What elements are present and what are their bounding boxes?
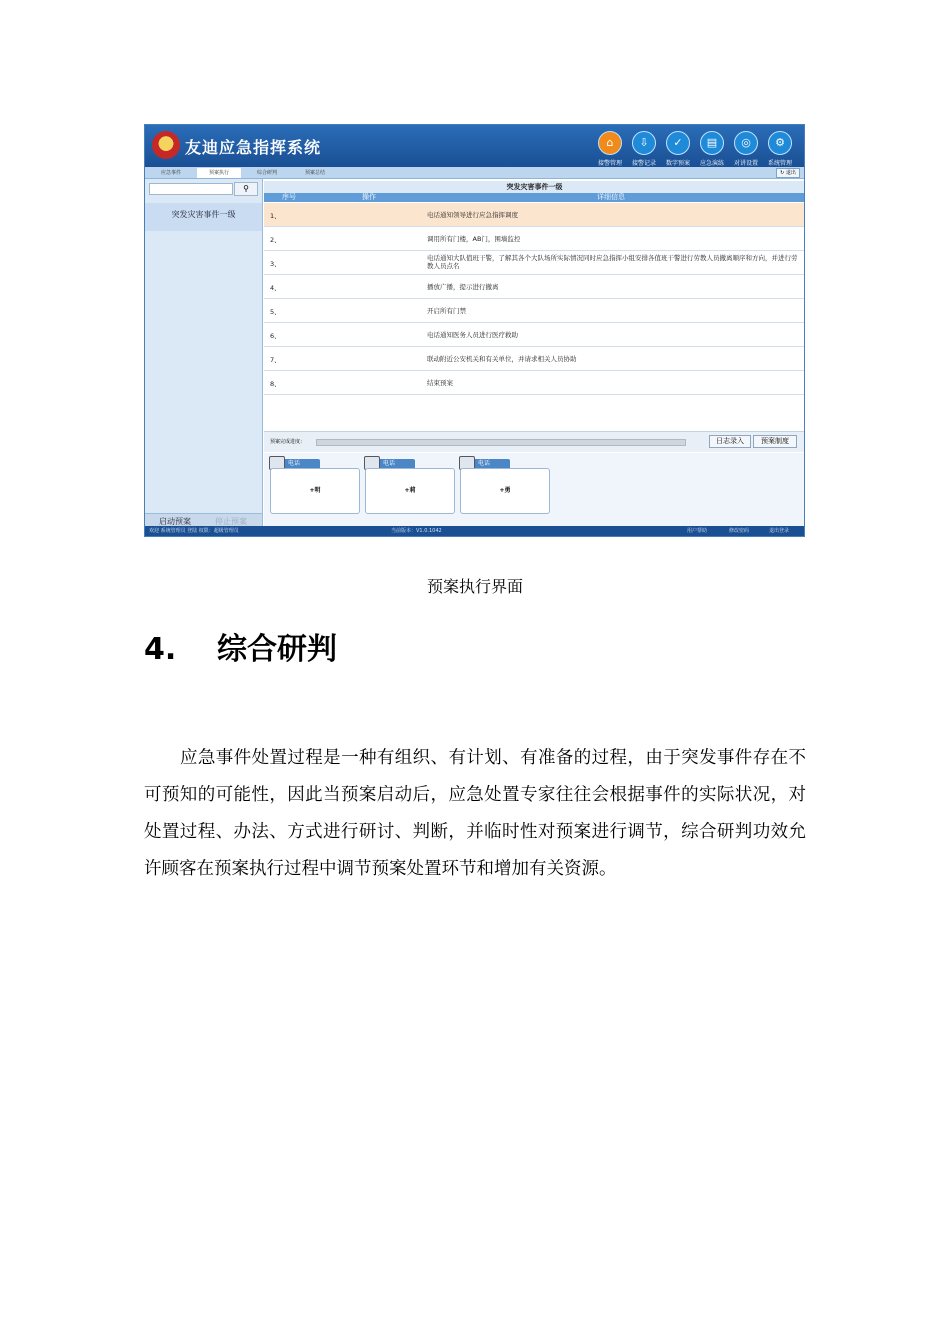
nav-digital-plan[interactable]: ✓ 数字预案 <box>662 131 694 167</box>
panel-title: 突发灾害事件一级 <box>264 181 805 193</box>
nav-alarm-management[interactable]: ⌂ 接警管理 <box>594 131 626 167</box>
row-detail: 开启所有门禁 <box>427 307 466 315</box>
sidebar-item-disaster-level-1[interactable]: 突发灾害事件一级 <box>145 203 262 231</box>
clipboard-icon: ▤ <box>700 131 724 155</box>
table-header <box>264 193 805 202</box>
bulb-icon: ◎ <box>734 131 758 155</box>
row-detail: 电话通知大队值班干警，了解其各个大队场所实际情况同时应急指挥小组安排各值班干警进行劳教人员撤离顺序和方向，并进行劳教人员点名 <box>427 254 798 270</box>
card-tab: 电话 <box>460 459 510 469</box>
body-paragraph: 应急事件处置过程是一种有组织、有计划、有准备的过程，由于突发事件存在不可预知的可能性，因此当预案启动后，应急处置专家往往会根据事件的实际状况，对处置过程、办法、方式进行研讨、判断，并临时性对预案进行调节，综合研判功效允许顾客在预案执行过程中调节预案处置环节和增加有关资源。 <box>144 748 806 879</box>
row-detail: 结束预案 <box>427 379 453 387</box>
contact-card[interactable]: +莉 <box>365 468 455 514</box>
nav-intercom-settings[interactable]: ◎ 对讲设置 <box>730 131 762 167</box>
row-number: 7、 <box>270 356 281 364</box>
nav-alarm-records[interactable]: ⇩ 接警记录 <box>628 131 660 167</box>
tab-comprehensive-analysis[interactable]: 综合研判 <box>256 170 277 176</box>
main-panel <box>264 179 805 528</box>
row-number: 1、 <box>270 212 281 220</box>
exit-icon: ↻ <box>780 170 785 176</box>
section-number: 4. <box>144 632 177 667</box>
row-detail: 播放广播，提示进行撤离 <box>427 283 499 291</box>
table-row[interactable] <box>264 203 805 227</box>
log-entry-button[interactable]: 日志录入 <box>709 435 751 448</box>
search-input[interactable] <box>149 183 233 195</box>
table-row[interactable] <box>264 347 805 371</box>
column-header-operation: 操作 <box>362 193 376 201</box>
status-user: 欢迎 系统管理员 登陆 权限：超级管理员 <box>149 528 239 534</box>
column-header-number: 序号 <box>282 193 296 201</box>
figure-caption: 预案执行界面 <box>426 577 523 596</box>
tab-emergency-events[interactable]: 应急事件 <box>160 170 181 176</box>
column-header-detail: 详细信息 <box>597 193 625 201</box>
download-icon: ⇩ <box>632 131 656 155</box>
card-tab: 电话 <box>365 459 415 469</box>
check-icon: ✓ <box>666 131 690 155</box>
sidebar <box>145 179 263 528</box>
section-title: 综合研判 <box>217 632 337 667</box>
progress-label: 预案完成进度： <box>270 439 306 445</box>
card-tab: 电话 <box>270 459 320 469</box>
logout-link[interactable]: 退出登录 <box>769 528 790 534</box>
status-bar <box>145 526 804 536</box>
nav-system-management[interactable]: ⚙ 系统管理 <box>764 131 796 167</box>
row-number: 8、 <box>270 380 281 388</box>
plan-rules-button[interactable]: 预案制度 <box>753 435 797 448</box>
tab-bar <box>145 167 804 179</box>
progress-area <box>264 431 805 452</box>
search-button[interactable] <box>234 182 258 196</box>
table-row[interactable] <box>264 299 805 323</box>
row-number: 4、 <box>270 284 281 292</box>
police-emblem-logo <box>152 131 180 159</box>
row-detail: 调用所有门楼，AB门，围墙监控 <box>427 235 521 243</box>
app-title: 友迪应急指挥系统 <box>185 138 322 157</box>
nav-emergency-drill[interactable]: ▤ 应急演练 <box>696 131 728 167</box>
app-header <box>145 125 804 167</box>
top-nav <box>594 131 796 167</box>
table-row[interactable] <box>264 251 805 275</box>
table-row[interactable] <box>264 371 805 395</box>
table-row[interactable] <box>264 323 805 347</box>
home-icon: ⌂ <box>598 131 622 155</box>
table-row[interactable] <box>264 275 805 299</box>
row-detail: 电话通知领导进行应急指挥调度 <box>427 211 518 219</box>
app-screenshot <box>144 124 805 537</box>
help-link[interactable]: 用户帮助 <box>687 528 708 534</box>
section-heading <box>144 624 337 668</box>
change-password-link[interactable]: 修改密码 <box>729 528 750 534</box>
row-detail: 电话通知医务人员进行医疗救助 <box>427 331 518 339</box>
gear-icon: ⚙ <box>768 131 792 155</box>
status-version: 当前版本：V1.0.1042 <box>391 528 442 534</box>
table-row[interactable] <box>264 227 805 251</box>
tab-plan-execution[interactable]: 预案执行 <box>197 168 241 178</box>
plan-progress-bar <box>316 439 686 446</box>
search-icon: ⚲ <box>243 184 249 193</box>
row-number: 6、 <box>270 332 281 340</box>
contact-cards <box>264 453 805 528</box>
row-number: 3、 <box>270 260 281 268</box>
start-plan-button[interactable]: 启动预案 <box>159 517 191 526</box>
row-number: 5、 <box>270 308 281 316</box>
contact-card[interactable]: +明 <box>270 468 360 514</box>
row-detail: 联动附近公安机关和有关单位，并请求相关人员协助 <box>427 355 577 363</box>
tab-plan-summary[interactable]: 预案总结 <box>304 170 325 176</box>
exit-button[interactable]: ↻ 退出 <box>776 168 800 178</box>
contact-card[interactable]: +勇 <box>460 468 550 514</box>
row-number: 2、 <box>270 236 281 244</box>
stop-plan-button[interactable]: 停止预案 <box>215 517 247 526</box>
